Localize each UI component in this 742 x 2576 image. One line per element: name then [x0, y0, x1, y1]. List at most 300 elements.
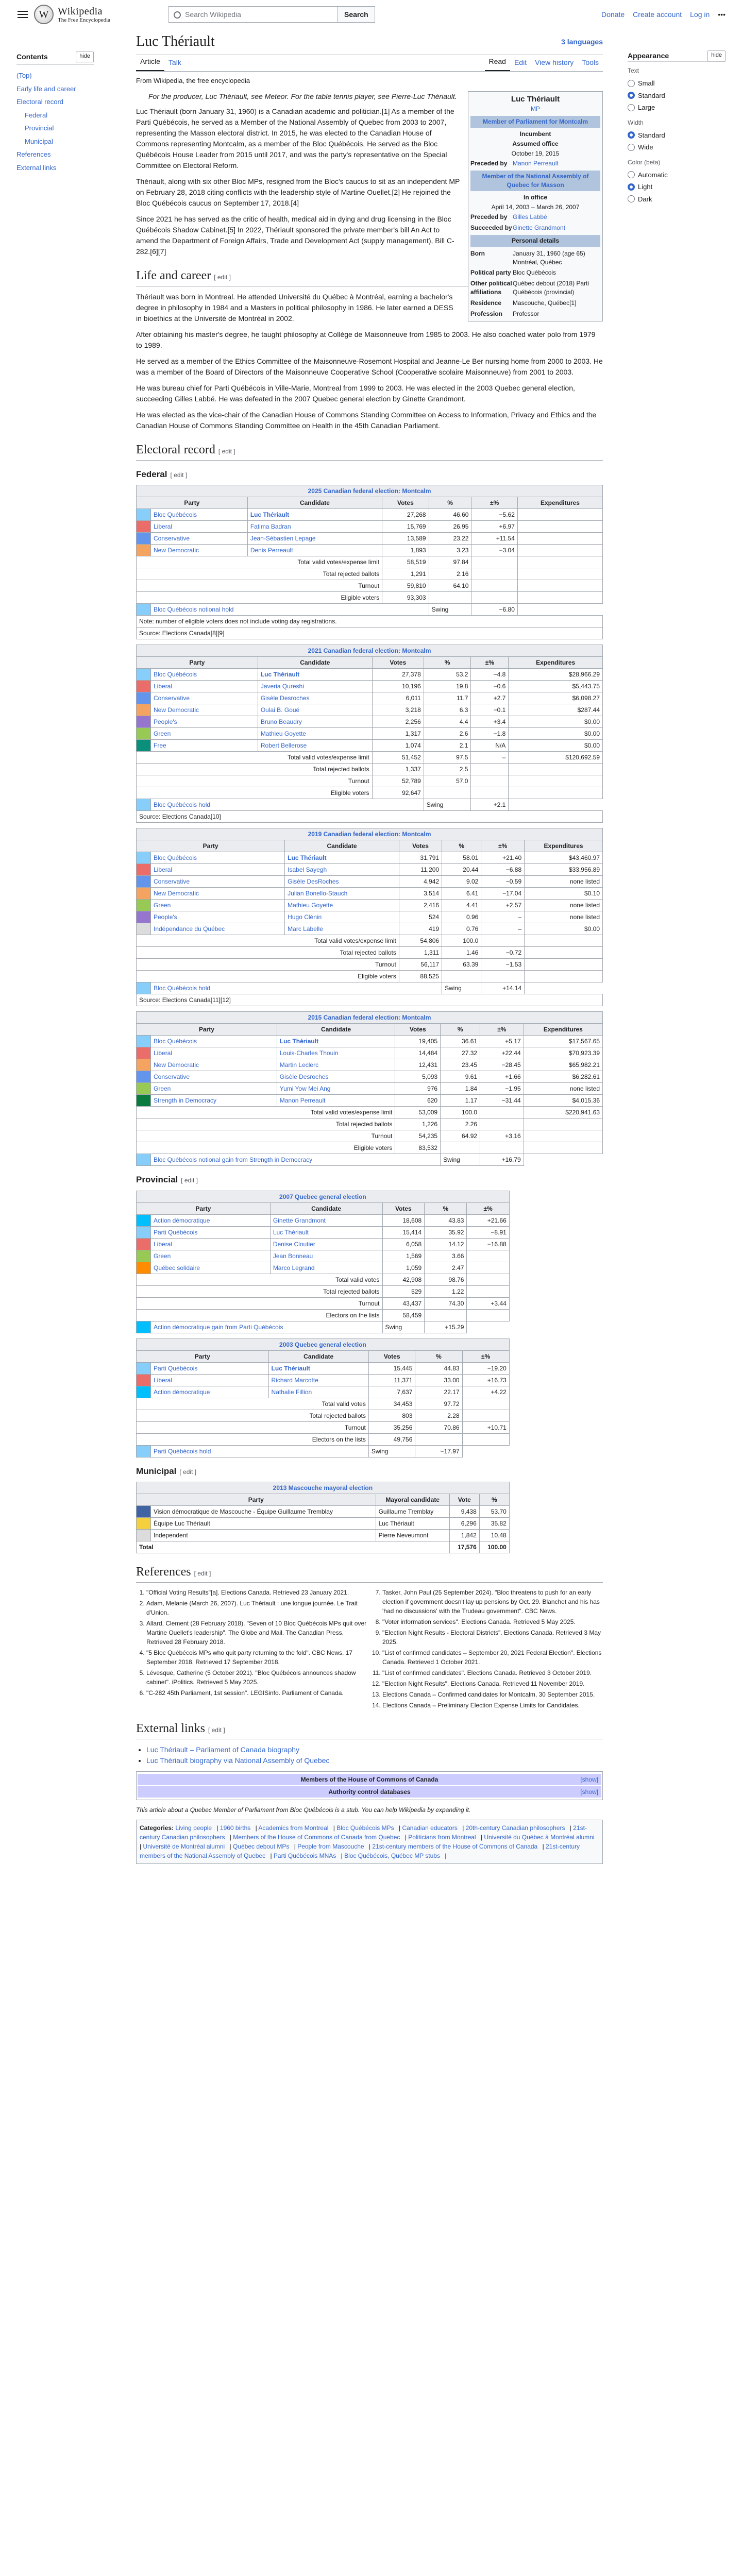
election-table-header	[137, 1494, 510, 1506]
party-link[interactable]: Conservative	[151, 1071, 277, 1083]
table-cell: N/A	[471, 740, 509, 752]
tab-view-history[interactable]: View history	[535, 58, 574, 66]
category-link[interactable]: Academics from Montreal	[258, 1824, 329, 1832]
party-link[interactable]: Liberal	[151, 681, 258, 692]
infobox-row	[470, 278, 600, 298]
toc-subitem-federal[interactable]: Federal	[25, 111, 48, 119]
swing-value: +2.1	[471, 799, 509, 811]
party-color-swatch	[137, 1226, 151, 1238]
wikipedia-logo[interactable]	[34, 5, 142, 24]
infobox-row	[470, 309, 600, 319]
table-cell: 54,235	[395, 1130, 441, 1142]
election-table-title-row	[137, 828, 603, 840]
language-button[interactable]: 3 languages	[561, 37, 603, 46]
table-cell	[525, 959, 603, 971]
table-cell: 42,908	[382, 1274, 425, 1285]
table-cell: 2.47	[425, 1262, 467, 1274]
candidate-cell[interactable]: Isabel Sayegh	[285, 864, 399, 876]
candidate-cell[interactable]: Hugo Clénin	[285, 911, 399, 923]
column-header: ±%	[471, 497, 517, 509]
color-label: Color (beta)	[628, 158, 661, 166]
candidate-cell[interactable]: Javeria Qureshi	[258, 681, 372, 692]
text-standard-radio[interactable]: Standard	[628, 90, 726, 102]
election-table-header	[137, 497, 603, 509]
total-row	[137, 1142, 603, 1154]
party-color-swatch	[137, 1362, 151, 1374]
search-button[interactable]: Search	[338, 6, 375, 23]
table-cell: –	[481, 923, 525, 935]
edit-section-link[interactable]: [ edit ]	[179, 1468, 197, 1476]
election-table	[136, 828, 603, 1006]
table-cell: 1.17	[441, 1095, 480, 1107]
candidate-cell[interactable]: Yumi Yow Mei Ang	[277, 1083, 395, 1095]
reference-item: 11. "List of confirmed candidates". Elections Canada. Retrieved 3 October 2019.	[382, 1668, 603, 1677]
candidate-cell[interactable]: Oulai B. Goué	[258, 704, 372, 716]
column-header: Expenditures	[509, 657, 603, 669]
table-cell: 524	[399, 911, 442, 923]
party-color-swatch	[137, 1071, 151, 1083]
text-small-radio[interactable]: Small	[628, 77, 726, 90]
category-link[interactable]: 1960 births	[220, 1824, 251, 1832]
party-link[interactable]: Bloc Québécois	[151, 852, 285, 864]
table-cell: 10.48	[479, 1530, 509, 1541]
external-link[interactable]: Luc Thériault – Parliament of Canada biography	[146, 1745, 300, 1754]
party-link[interactable]: People's	[151, 911, 285, 923]
infobox-preceded-link[interactable]: Manon Perreault	[513, 160, 559, 167]
election-table-header	[137, 657, 603, 669]
table-cell	[471, 764, 509, 775]
page-title: Luc Thériault	[136, 33, 215, 49]
width-label: Width	[628, 118, 644, 126]
table-cell: 1,311	[399, 947, 442, 959]
result-text[interactable]: Parti Québécois hold	[151, 1445, 369, 1457]
categories-label: Categories:	[140, 1824, 174, 1832]
candidate-cell[interactable]: Gisèle DesRoches	[285, 876, 399, 888]
category-link[interactable]: Université de Montréal alumni	[143, 1843, 225, 1850]
candidate-cell[interactable]: Ginette Grandmont	[270, 1214, 382, 1226]
candidate-cell[interactable]: Martin Leclerc	[277, 1059, 395, 1071]
toc-item-references[interactable]: References	[16, 150, 51, 158]
table-cell: 100.00	[479, 1541, 509, 1553]
election-table-title[interactable]: 2015 Canadian federal election: Montcalm	[137, 1012, 603, 1024]
table-row	[137, 1362, 510, 1374]
candidate-cell[interactable]: Gisèle Desroches	[277, 1071, 395, 1083]
party-link[interactable]: Conservative	[151, 533, 248, 545]
category-link[interactable]: Parti Québécois MNAs	[273, 1852, 336, 1859]
table-cell: none listed	[525, 900, 603, 911]
party-link[interactable]: Conservative	[151, 876, 285, 888]
party-link[interactable]: People's	[151, 716, 258, 728]
candidate-cell[interactable]: Luc Thériault	[285, 852, 399, 864]
category-link[interactable]: People from Mascouche	[297, 1843, 364, 1850]
category-link[interactable]: Québec debout MPs	[233, 1843, 290, 1850]
infobox-band-mna[interactable]: Member of the National Assembly of Quebec for Masson	[482, 173, 589, 189]
table-cell	[462, 1433, 509, 1445]
party-link[interactable]: Bloc Québécois	[151, 509, 248, 521]
table-cell: 1,291	[382, 568, 429, 580]
category-link[interactable]: Politicians from Montreal	[408, 1834, 476, 1841]
reference-item: 14. Elections Canada – Preliminary Election Expense Limits for Candidates.	[382, 1701, 603, 1710]
table-row	[137, 923, 603, 935]
total-label: Total valid votes/expense limit	[137, 1107, 395, 1118]
candidate-cell[interactable]: Richard Marcotte	[268, 1374, 368, 1386]
section-heading-electoral-record: Electoral record [ edit ]	[136, 440, 603, 461]
table-cell: −1.8	[471, 728, 509, 740]
table-cell: 9,438	[449, 1506, 479, 1518]
width-wide-radio[interactable]: Wide	[628, 141, 726, 154]
table-row	[137, 1386, 510, 1398]
category-link[interactable]: 20th-century Canadian philosophers	[465, 1824, 565, 1832]
infobox-preceded-link[interactable]: Gilles Labbé	[513, 213, 547, 221]
navbox-toggle[interactable]: [show]	[580, 1776, 598, 1783]
candidate-cell[interactable]: Louis-Charles Thouin	[277, 1047, 395, 1059]
reference-item: 9. "Election Night Results - Electoral Districts". Elections Canada. Retrieved 3 May 2025.	[382, 1628, 603, 1647]
column-header: Party	[137, 1494, 376, 1506]
color-light-radio[interactable]: Light	[628, 181, 726, 193]
table-cell: 976	[395, 1083, 441, 1095]
table-cell	[517, 580, 602, 592]
table-cell	[509, 787, 603, 799]
party-link[interactable]: New Democratic	[151, 704, 258, 716]
table-cell: 1,074	[372, 740, 424, 752]
total-row	[137, 971, 603, 982]
toc-item-early-life[interactable]: Early life and career	[16, 84, 76, 93]
result-text[interactable]: Bloc Québécois notional hold	[151, 604, 429, 616]
party-link[interactable]: Indépendance du Québec	[151, 923, 285, 935]
election-table-header	[137, 1202, 510, 1214]
infobox-assumed-label: Assumed office	[512, 140, 559, 147]
party-color-swatch	[137, 1238, 151, 1250]
column-header: Party	[137, 657, 258, 669]
party-color-swatch	[137, 669, 151, 681]
table-cell: –	[471, 752, 509, 764]
table-cell: 1.84	[441, 1083, 480, 1095]
result-text[interactable]: Action démocratique gain from Parti Québécois	[151, 1321, 383, 1333]
donate-link[interactable]: Donate	[601, 10, 625, 19]
infobox-band-mp[interactable]: Member of Parliament for Montcalm	[482, 118, 588, 126]
table-cell: $0.00	[525, 923, 603, 935]
party-link[interactable]: Green	[151, 1083, 277, 1095]
result-text[interactable]: Bloc Québécois hold	[151, 982, 442, 994]
hatnote: For the producer, Luc Thériault, see Meteor. For the table tennis player, see Pierre-Luc Thériault.	[148, 92, 457, 100]
infobox-row	[470, 267, 600, 278]
more-options-icon[interactable]: •••	[718, 10, 726, 19]
candidate-cell[interactable]: Julian Bonello-Stauch	[285, 888, 399, 900]
column-header: %	[442, 840, 481, 852]
table-cell: 19.8	[424, 681, 471, 692]
election-table-title[interactable]: 2019 Canadian federal election: Montcalm	[137, 828, 603, 840]
toc-subitem-provincial[interactable]: Provincial	[25, 124, 54, 132]
table-cell: 2.5	[424, 764, 471, 775]
table-cell: 57.0	[424, 775, 471, 787]
tab-edit[interactable]: Edit	[514, 58, 527, 66]
column-header: %	[425, 1202, 467, 1214]
candidate-cell[interactable]: Denise Cloutier	[270, 1238, 382, 1250]
column-header: Votes	[368, 1350, 415, 1362]
reference-item: 13. Elections Canada – Confirmed candidates for Montcalm, 30 September 2015.	[382, 1690, 603, 1699]
party-color-swatch	[137, 982, 151, 994]
table-row	[137, 1083, 603, 1095]
party-color-swatch	[137, 900, 151, 911]
table-source: Source: Elections Canada[11][12]	[137, 994, 603, 1006]
column-header: Party	[137, 1024, 277, 1036]
table-cell: $0.00	[509, 716, 603, 728]
table-row	[137, 692, 603, 704]
table-cell: none listed	[525, 911, 603, 923]
candidate-cell[interactable]: Luc Thériault	[247, 509, 382, 521]
toc-hide-button[interactable]: hide	[76, 52, 94, 62]
candidate-cell[interactable]: Gisèle Desroches	[258, 692, 372, 704]
party-link[interactable]: Liberal	[151, 864, 285, 876]
infobox-band-personal: Personal details	[470, 235, 600, 247]
log-in-link[interactable]: Log in	[690, 10, 710, 19]
column-header: ±%	[480, 1024, 524, 1036]
table-cell: $6,098.27	[509, 692, 603, 704]
main-menu-icon[interactable]	[16, 8, 29, 21]
navbox-title[interactable]: Members of the House of Commons of Canada [show]	[138, 1774, 601, 1785]
category-link[interactable]: Université du Québec à Montréal alumni	[484, 1834, 595, 1841]
column-header: %	[441, 1024, 480, 1036]
candidate-cell[interactable]: Jean Bonneau	[270, 1250, 382, 1262]
edit-section-link[interactable]: [ edit ]	[194, 1570, 211, 1577]
election-table-title[interactable]: 2021 Canadian federal election: Montcalm	[137, 645, 603, 657]
candidate-cell[interactable]: Bruno Beaudry	[258, 716, 372, 728]
election-table-title[interactable]: 2003 Quebec general election	[137, 1338, 510, 1350]
toc-title: Contents	[16, 53, 48, 61]
category-link[interactable]: Members of the House of Commons of Canada from Quebec	[233, 1834, 400, 1841]
table-cell	[480, 1107, 524, 1118]
table-cell: −28.45	[480, 1059, 524, 1071]
create-account-link[interactable]: Create account	[633, 10, 682, 19]
party-link[interactable]: Green	[151, 900, 285, 911]
election-table-title-row	[137, 485, 603, 497]
edit-section-link[interactable]: [ edit ]	[218, 447, 235, 455]
toc-item-top[interactable]: (Top)	[16, 72, 32, 79]
table-cell: 1.22	[425, 1285, 467, 1297]
total-label: Total valid votes/expense limit	[137, 935, 399, 947]
category-link[interactable]: Bloc Québécois MPs	[336, 1824, 394, 1832]
election-table-title-row	[137, 1191, 510, 1202]
width-standard-radio[interactable]: Standard	[628, 129, 726, 142]
party-link[interactable]: Free	[151, 740, 258, 752]
party-link[interactable]: Liberal	[151, 1238, 271, 1250]
table-cell	[525, 947, 603, 959]
swing-value: +14.14	[481, 982, 525, 994]
candidate-cell[interactable]: Luc Thériault	[268, 1362, 368, 1374]
candidate-cell[interactable]: Nathalie Fillion	[268, 1386, 368, 1398]
table-cell: 35.92	[425, 1226, 467, 1238]
table-cell: none listed	[524, 1083, 602, 1095]
table-row	[137, 521, 603, 533]
infobox-name: Luc Thériault	[511, 94, 560, 104]
external-link[interactable]: Luc Thériault biography via National Assembly of Quebec	[146, 1756, 330, 1765]
party-link[interactable]: New Democratic	[151, 1059, 277, 1071]
party-color-swatch	[137, 1530, 151, 1541]
party-link[interactable]: Green	[151, 1250, 271, 1262]
category-link[interactable]: 21st-century members of the National Assembly of Quebec	[140, 1843, 580, 1859]
candidate-cell[interactable]: Luc Thériault	[258, 669, 372, 681]
swing-label: Swing	[382, 1321, 425, 1333]
table-cell: $4,015.36	[524, 1095, 602, 1107]
table-cell: $220,941.63	[524, 1107, 602, 1118]
candidate-cell[interactable]: Jean-Sébastien Lepage	[247, 533, 382, 545]
table-cell: 22.17	[415, 1386, 462, 1398]
party-link[interactable]: Parti Québécois	[151, 1226, 271, 1238]
infobox-assumed-date: October 19, 2015	[511, 149, 560, 157]
candidate-cell[interactable]: Mathieu Goyette	[285, 900, 399, 911]
party-link[interactable]: Liberal	[151, 1374, 269, 1386]
election-table-title[interactable]: 2025 Canadian federal election: Montcalm	[137, 485, 603, 497]
table-cell: −3.04	[471, 545, 517, 556]
party-link[interactable]: Liberal	[151, 521, 248, 533]
table-cell: 6,296	[449, 1518, 479, 1530]
table-cell: 2,416	[399, 900, 442, 911]
edit-section-link[interactable]: [ edit ]	[208, 1726, 225, 1734]
tab-tools[interactable]: Tools	[582, 58, 599, 66]
party-link[interactable]: Québec solidaire	[151, 1262, 271, 1274]
table-cell: 0.96	[442, 911, 481, 923]
navbox-title[interactable]: Authority control databases [show]	[138, 1786, 601, 1798]
party-color-swatch	[137, 1506, 151, 1518]
total-label: Electors on the lists	[137, 1433, 369, 1445]
tab-article[interactable]: Article	[136, 56, 164, 71]
table-cell: −6.88	[481, 864, 525, 876]
table-cell: −0.6	[471, 681, 509, 692]
candidate-cell[interactable]: Robert Bellerose	[258, 740, 372, 752]
total-row	[137, 592, 603, 604]
party-color-swatch	[137, 1036, 151, 1047]
tab-read[interactable]: Read	[485, 56, 510, 71]
color-dark-radio[interactable]: Dark	[628, 193, 726, 206]
table-cell: $0.00	[509, 740, 603, 752]
total-label: Electors on the lists	[137, 1309, 383, 1321]
reference-item: 7. Tasker, John Paul (25 September 2024). "Bloc threatens to push for an early election if government doesn't lay up pensions by Oct. 29. Blanchet and his has 'had no discussions' with the Trudeau government". CBC News.	[382, 1588, 603, 1616]
party-link[interactable]: Bloc Québécois	[151, 669, 258, 681]
result-text[interactable]: Bloc Québécois notional gain from Strength in Democracy	[151, 1154, 441, 1166]
table-cell: 53.2	[424, 669, 471, 681]
candidate-cell[interactable]: Luc Thériault	[270, 1226, 382, 1238]
table-cell	[424, 787, 471, 799]
candidate-cell[interactable]: Manon Perreault	[277, 1095, 395, 1107]
election-table-title[interactable]: 2007 Quebec general election	[137, 1191, 510, 1202]
total-row	[137, 752, 603, 764]
table-of-contents	[16, 52, 94, 174]
party-link[interactable]: Strength in Democracy	[151, 1095, 277, 1107]
table-cell: 54,806	[399, 935, 442, 947]
party-color-swatch	[137, 1214, 151, 1226]
table-cell: $0.00	[509, 728, 603, 740]
table-cell: +21.66	[467, 1214, 509, 1226]
infobox-succeeded-link[interactable]: Ginette Grandmont	[513, 224, 566, 232]
table-cell	[471, 556, 517, 568]
table-cell: +1.66	[480, 1071, 524, 1083]
total-row	[137, 787, 603, 799]
election-table-title-row	[137, 645, 603, 657]
category-link[interactable]: 21st-century Canadian philosophers	[140, 1824, 587, 1841]
table-cell: 2.26	[441, 1118, 480, 1130]
party-link[interactable]: Green	[151, 728, 258, 740]
category-link[interactable]: Canadian educators	[402, 1824, 458, 1832]
infobox-key: Other political affiliations	[470, 280, 512, 296]
tab-talk[interactable]: Talk	[168, 58, 181, 66]
table-cell: 56,117	[399, 959, 442, 971]
table-cell: 43.83	[425, 1214, 467, 1226]
total-row	[137, 1309, 510, 1321]
table-row	[137, 1047, 603, 1059]
table-cell: 63.39	[442, 959, 481, 971]
category-link[interactable]: Bloc Québécois, Québec MP stubs	[344, 1852, 440, 1859]
result-text[interactable]: Bloc Québécois hold	[151, 799, 424, 811]
toc-item-electoral-record[interactable]: Electoral record	[16, 98, 64, 106]
infobox-incumbent: Incumbent	[519, 130, 551, 138]
table-cell: 58.01	[442, 852, 481, 864]
text-large-radio[interactable]: Large	[628, 101, 726, 114]
candidate-cell[interactable]: Mathieu Goyette	[258, 728, 372, 740]
party-link[interactable]: Liberal	[151, 1047, 277, 1059]
table-cell: 12,431	[395, 1059, 441, 1071]
candidate-cell[interactable]: Fatima Badran	[247, 521, 382, 533]
total-row	[137, 947, 603, 959]
party-link[interactable]: New Democratic	[151, 888, 285, 900]
navbox	[136, 1771, 603, 1800]
total-label: Total	[137, 1541, 450, 1553]
toc-item-external-links[interactable]: External links	[16, 163, 57, 172]
appearance-hide-button[interactable]: hide	[707, 50, 726, 61]
election-table-header	[137, 840, 603, 852]
category-link[interactable]: Living people	[175, 1824, 212, 1832]
election-table-title[interactable]: 2013 Mascouche mayoral election	[137, 1482, 510, 1494]
total-row	[137, 1433, 510, 1445]
election-table	[136, 1482, 510, 1553]
candidate-cell[interactable]: Marc Labelle	[285, 923, 399, 935]
total-row	[137, 556, 603, 568]
infobox-row	[470, 298, 600, 309]
table-cell: 1.46	[442, 947, 481, 959]
party-link[interactable]: Conservative	[151, 692, 258, 704]
edit-section-link[interactable]: [ edit ]	[170, 471, 188, 479]
total-label: Total rejected ballots	[137, 568, 382, 580]
table-cell: $43,460.97	[525, 852, 603, 864]
party-color-swatch	[137, 876, 151, 888]
edit-section-link[interactable]: [ edit ]	[214, 273, 231, 281]
color-automatic-radio[interactable]: Automatic	[628, 169, 726, 181]
table-cell: 1,226	[395, 1118, 441, 1130]
candidate-cell[interactable]: Luc Thériault	[277, 1036, 395, 1047]
category-link[interactable]: 21st-century members of the House of Commons of Canada	[372, 1843, 538, 1850]
table-cell: +6.97	[471, 521, 517, 533]
party-link[interactable]: New Democratic	[151, 545, 248, 556]
party-link[interactable]: Bloc Québécois	[151, 1036, 277, 1047]
table-cell: 100.0	[442, 935, 481, 947]
candidate-cell[interactable]: Denis Perreault	[247, 545, 382, 556]
infobox-value: Professor	[513, 310, 539, 317]
party-link[interactable]: Action démocratique	[151, 1386, 269, 1398]
search-input[interactable]: Search Wikipedia	[168, 6, 338, 23]
total-row	[137, 1297, 510, 1309]
navbox-toggle[interactable]: [show]	[580, 1788, 598, 1795]
table-cell: +21.40	[481, 852, 525, 864]
edit-section-link[interactable]: [ edit ]	[181, 1177, 198, 1184]
table-row	[137, 1226, 510, 1238]
candidate-cell[interactable]: Marco Legrand	[270, 1262, 382, 1274]
party-link[interactable]: Action démocratique	[151, 1214, 271, 1226]
table-row	[137, 1214, 510, 1226]
category-box: Categories: Living people | 1960 births | Academics from Montreal | Bloc Québécois MPs | Canadian educators | 20th-century Canadian philosophers | 21st-century Canadian philosophers | Members of the House of Commons of Canada from Quebec | Politicians from Montreal | Université du Québec à Montréal alumni | Université de Montréal alumni | Québec debout MPs | People from Mascouche | 21st-century members of the House of Commons of Canada | 21st-century members of the National Assembly of Quebec | Parti Québécois MNAs | Bloc Québécois, Québec MP stubs |	[136, 1820, 603, 1864]
table-cell	[481, 935, 525, 947]
party-link[interactable]: Parti Québécois	[151, 1362, 269, 1374]
toc-subitem-municipal[interactable]: Municipal	[25, 137, 53, 145]
table-cell: 14,484	[395, 1047, 441, 1059]
